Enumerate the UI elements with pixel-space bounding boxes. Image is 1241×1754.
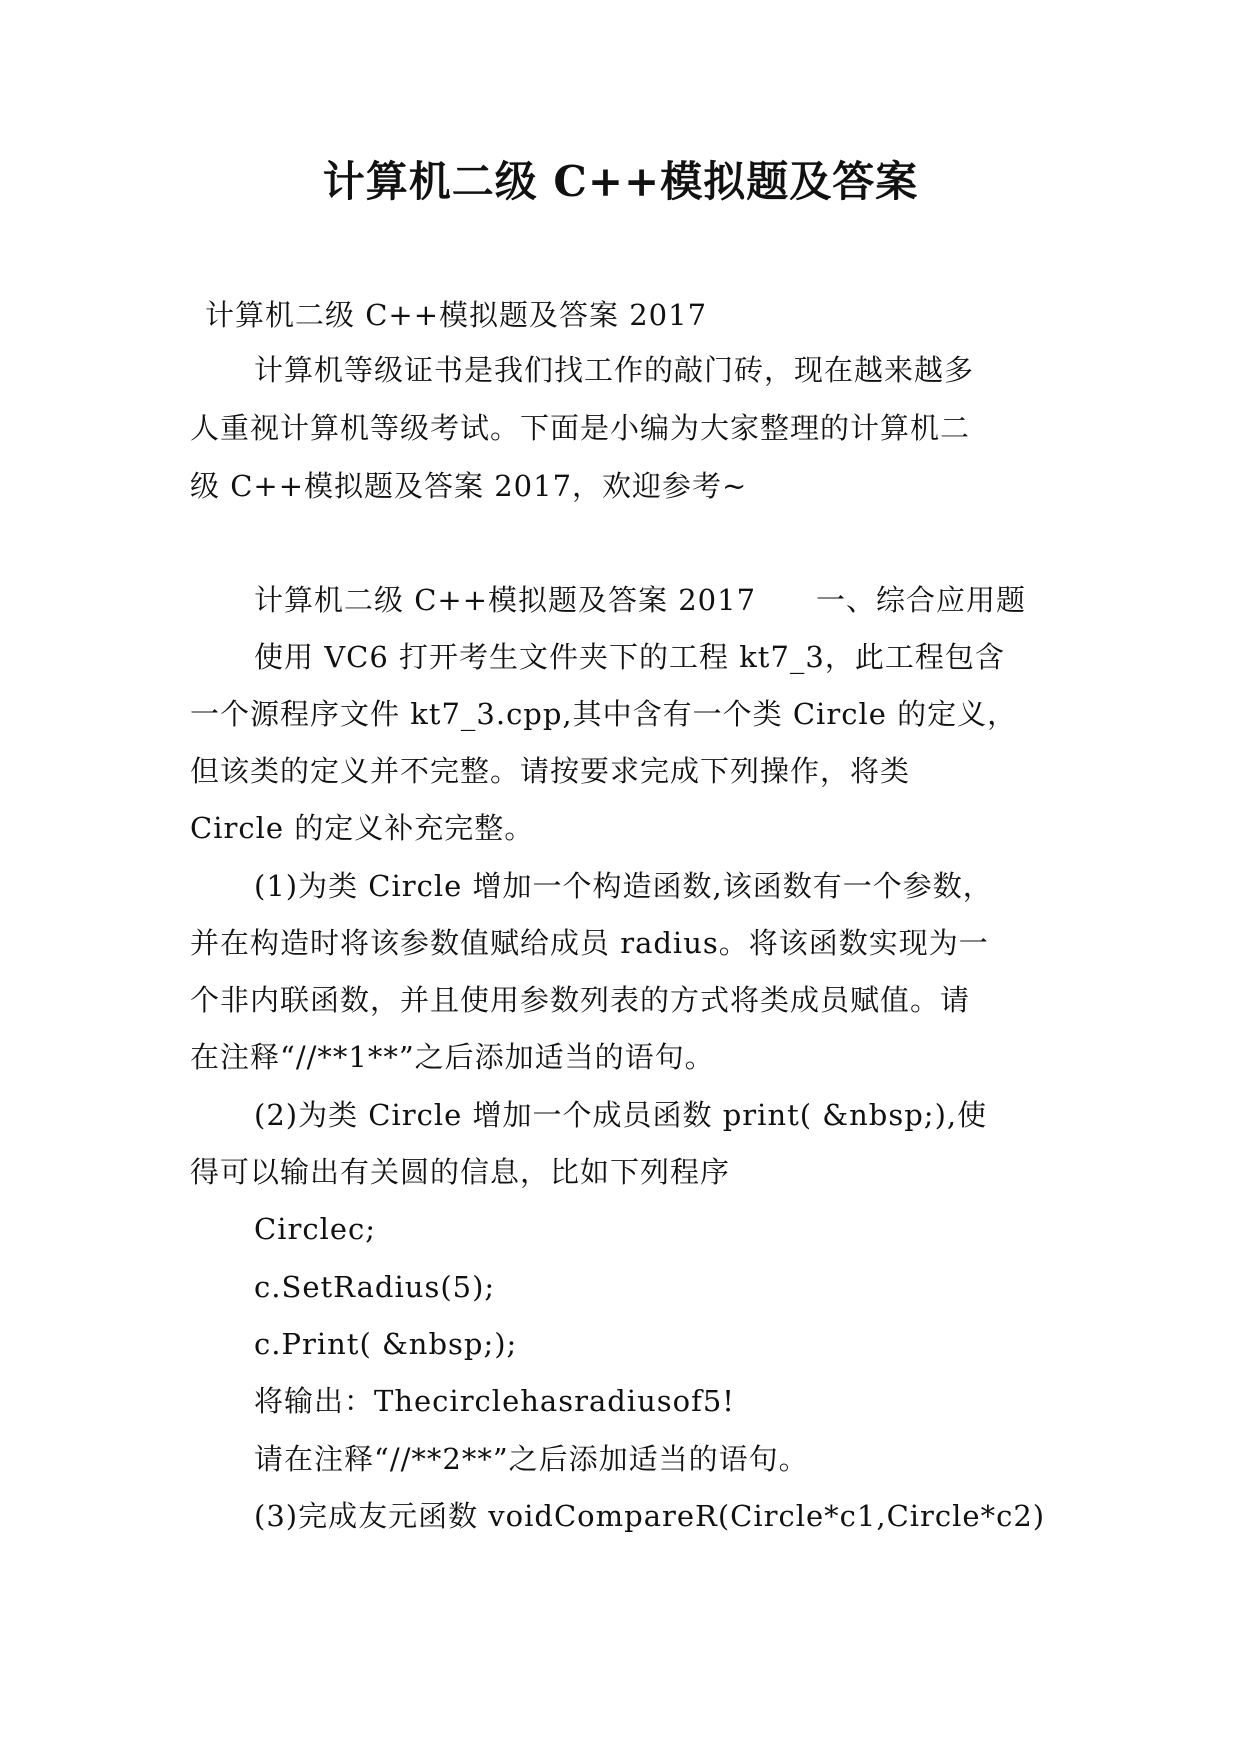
section-heading-line (254, 580, 1026, 620)
paragraph-line: 请在注释“//**2**”之后添加适当的语句。 (254, 1442, 809, 1476)
code-line: Circlec; (254, 1212, 377, 1246)
paragraph-line: 并在构造时将该参数值赋给成员 radius。将该函数实现为一 (190, 926, 989, 960)
paragraph-line: 但该类的定义并不完整。请按要求完成下列操作，将类 (190, 754, 911, 788)
paragraph-line: (3)完成友元函数 voidCompareR(Circle*c1,Circle*c2) (254, 1499, 1046, 1533)
code-line: c.SetRadius(5); (254, 1270, 496, 1304)
subtitle-line: 计算机二级 C++模拟题及答案 2017 (205, 298, 708, 332)
section-heading-label: 一、综合应用题 (816, 583, 1027, 617)
paragraph-line: 个非内联函数，并且使用参数列表的方式将类成员赋值。请 (190, 983, 971, 1017)
document-title: 计算机二级 C++模拟题及答案 (322, 157, 919, 206)
paragraph-line: 使用 VC6 打开考生文件夹下的工程 kt7_3，此工程包含 (254, 640, 1005, 674)
paragraph-line: 在注释“//**1**”之后添加适当的语句。 (190, 1040, 715, 1074)
paragraph-line: 人重视计算机等级考试。下面是小编为大家整理的计算机二 (190, 411, 971, 445)
paragraph-line: Circle 的定义补充完整。 (190, 811, 535, 845)
paragraph-line: 得可以输出有关圆的信息，比如下列程序 (190, 1155, 731, 1189)
paragraph-line: 将输出：Thecirclehasradiusof5! (254, 1384, 735, 1418)
section-heading-title: 计算机二级 C++模拟题及答案 2017 (254, 583, 757, 617)
paragraph-line: (2)为类 Circle 增加一个成员函数 print( &nbsp;),使 (254, 1098, 988, 1132)
paragraph-line: 级 C++模拟题及答案 2017，欢迎参考~ (190, 469, 748, 503)
code-line: c.Print( &nbsp;); (254, 1327, 518, 1361)
paragraph-line: 一个源程序文件 kt7_3.cpp,其中含有一个类 Circle 的定义， (190, 697, 1018, 731)
paragraph-line: 计算机等级证书是我们找工作的敲门砖，现在越来越多 (254, 353, 975, 387)
paragraph-line: (1)为类 Circle 增加一个构造函数,该函数有一个参数， (254, 869, 993, 903)
